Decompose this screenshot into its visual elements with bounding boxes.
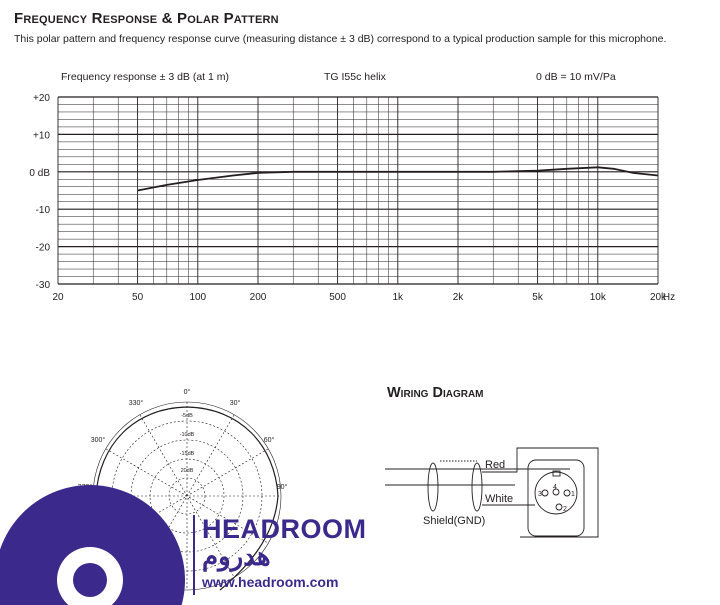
y-tick-label: -30 [35,280,50,291]
wire-label-white: White [485,493,514,505]
xlr-pin [542,490,548,496]
brand-name: HEADROOM [202,514,367,544]
cable-sleeve [428,463,438,511]
wiring-diagram [385,430,615,560]
polar-ring-label: -5dB [181,413,193,419]
polar-angle-label: 0° [183,389,191,396]
x-tick-label: 50 [132,292,144,303]
chart-header-right: 0 dB = 10 mV/Pa [536,71,616,83]
xlr-pin-label: 3 [538,491,542,498]
polar-angle-label: 90° [276,484,288,491]
x-tick-label: 200 [249,292,267,303]
polar-angle-label: 60° [263,437,275,444]
brand-divider [193,515,195,595]
wire-label-red: Red [485,459,506,471]
x-tick-label: 500 [329,292,346,303]
y-tick-label: -10 [35,205,50,217]
chart-header-center: TG I55c helix [324,71,386,83]
xlr-pin [564,490,570,496]
polar-ring-label: -10dB [179,432,195,438]
xlr-pin [556,504,562,510]
x-tick-label: 20 [52,292,64,303]
y-tick-label: +20 [33,93,50,104]
brand-url: www.headroom.com [202,574,339,590]
x-tick-label: 10k [589,292,606,303]
page-title: Frequency Response & Polar Pattern [14,10,279,27]
polar-angle-label: 300° [90,437,106,444]
x-unit-label: Hz [662,292,676,303]
y-tick-label: 0 dB [29,167,50,179]
xlr-pin-label: 4 [553,484,557,491]
cable-sleeve [472,463,482,511]
xlr-pin-label: 1 [571,491,575,498]
polar-ring-label: 20dB [180,468,194,474]
wire-label-shield: Shield(GND) [423,515,486,527]
y-tick-label: +10 [33,130,50,142]
polar-ring-label: -15dB [179,451,195,457]
page-subtitle: This polar pattern and frequency response curve (measuring distance ± 3 dB) correspond to a typical production sample for this microphone. [14,33,667,45]
x-tick-label: 100 [189,292,207,303]
x-tick-label: 20k [649,292,667,303]
brand-name-fa: هدروم [202,541,271,571]
y-tick-label: -20 [35,242,50,254]
polar-angle-label: 30° [229,400,241,407]
polar-angle-label: 330° [128,400,144,407]
brand-logo-mark [0,495,190,605]
xlr-pin-label: 2 [563,506,567,513]
x-tick-label: 2k [452,292,464,303]
x-tick-label: 5k [532,292,543,303]
chart-header-left: Frequency response ± 3 dB (at 1 m) [61,71,230,83]
wiring-title: Wiring Diagram [387,385,484,401]
x-tick-label: 1k [392,292,404,303]
